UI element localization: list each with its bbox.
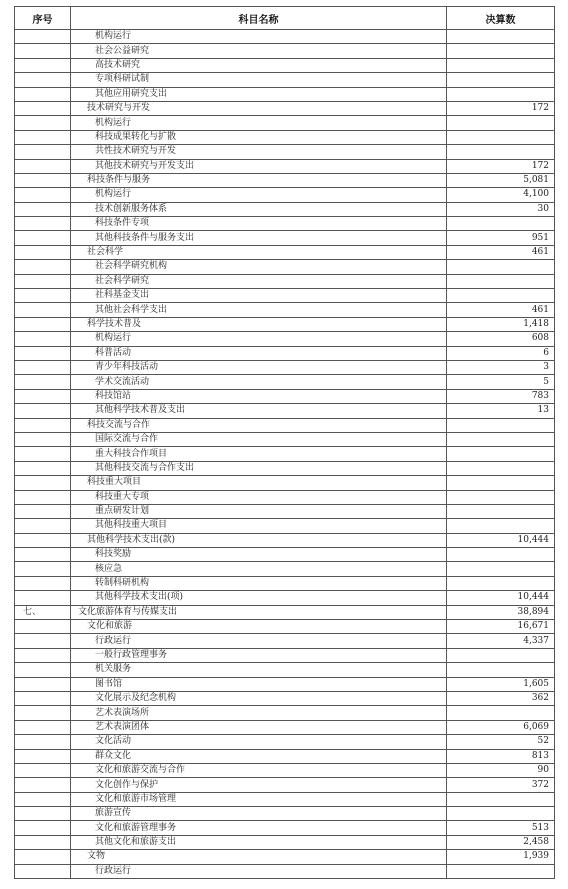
row-final-amount bbox=[447, 504, 555, 518]
row-sequence-number bbox=[15, 706, 71, 720]
table-row bbox=[15, 101, 555, 115]
row-sequence-number bbox=[15, 317, 71, 331]
row-final-amount: 372 bbox=[447, 778, 555, 792]
row-final-amount bbox=[447, 30, 555, 44]
row-final-amount: 30 bbox=[447, 202, 555, 216]
row-sequence-number bbox=[15, 389, 71, 403]
row-subject-name: 专项科研试制 bbox=[71, 73, 447, 87]
row-final-amount: 10,444 bbox=[447, 591, 555, 605]
row-subject-name: 图书馆 bbox=[71, 677, 447, 691]
row-sequence-number bbox=[15, 87, 71, 101]
row-sequence-number bbox=[15, 274, 71, 288]
table-row bbox=[15, 44, 555, 58]
table-row bbox=[15, 677, 555, 691]
row-final-amount bbox=[447, 418, 555, 432]
row-final-amount: 16,671 bbox=[447, 620, 555, 634]
row-sequence-number bbox=[15, 576, 71, 590]
row-sequence-number bbox=[15, 735, 71, 749]
row-subject-name: 机关服务 bbox=[71, 663, 447, 677]
row-sequence-number bbox=[15, 778, 71, 792]
table-row bbox=[15, 73, 555, 87]
row-subject-name: 机构运行 bbox=[71, 188, 447, 202]
row-final-amount: 38,894 bbox=[447, 605, 555, 619]
row-subject-name: 文化创作与保护 bbox=[71, 778, 447, 792]
row-sequence-number bbox=[15, 835, 71, 849]
row-sequence-number bbox=[15, 792, 71, 806]
table-row bbox=[15, 317, 555, 331]
table-row bbox=[15, 763, 555, 777]
row-final-amount: 513 bbox=[447, 821, 555, 835]
table-row bbox=[15, 504, 555, 518]
row-final-amount bbox=[447, 663, 555, 677]
row-subject-name: 科学技术普及 bbox=[71, 317, 447, 331]
row-sequence-number bbox=[15, 145, 71, 159]
table-header-row bbox=[15, 7, 555, 30]
row-sequence-number bbox=[15, 375, 71, 389]
row-sequence-number bbox=[15, 562, 71, 576]
row-final-amount: 4,100 bbox=[447, 188, 555, 202]
row-subject-name: 核应急 bbox=[71, 562, 447, 576]
row-sequence-number bbox=[15, 173, 71, 187]
table-row bbox=[15, 303, 555, 317]
row-subject-name: 科技条件专项 bbox=[71, 217, 447, 231]
row-final-amount: 461 bbox=[447, 303, 555, 317]
table-row bbox=[15, 850, 555, 864]
row-subject-name: 科技条件与服务 bbox=[71, 173, 447, 187]
row-subject-name: 文化旅游体育与传媒支出 bbox=[71, 605, 447, 619]
row-sequence-number bbox=[15, 677, 71, 691]
table-row bbox=[15, 634, 555, 648]
row-subject-name: 其他科技重大项目 bbox=[71, 519, 447, 533]
table-row bbox=[15, 432, 555, 446]
row-final-amount: 6,069 bbox=[447, 720, 555, 734]
row-final-amount bbox=[447, 864, 555, 878]
row-sequence-number bbox=[15, 217, 71, 231]
row-final-amount: 951 bbox=[447, 231, 555, 245]
row-sequence-number bbox=[15, 289, 71, 303]
table-row bbox=[15, 245, 555, 259]
table-row bbox=[15, 116, 555, 130]
row-final-amount: 608 bbox=[447, 332, 555, 346]
row-sequence-number bbox=[15, 116, 71, 130]
table-row bbox=[15, 648, 555, 662]
row-subject-name: 社会科学研究 bbox=[71, 274, 447, 288]
row-final-amount: 4,337 bbox=[447, 634, 555, 648]
row-final-amount bbox=[447, 648, 555, 662]
table-row bbox=[15, 188, 555, 202]
row-final-amount bbox=[447, 807, 555, 821]
row-final-amount: 52 bbox=[447, 735, 555, 749]
row-final-amount: 10,444 bbox=[447, 533, 555, 547]
row-final-amount bbox=[447, 145, 555, 159]
row-sequence-number bbox=[15, 763, 71, 777]
table-row bbox=[15, 274, 555, 288]
row-final-amount: 6 bbox=[447, 346, 555, 360]
table-row bbox=[15, 30, 555, 44]
row-sequence-number bbox=[15, 548, 71, 562]
row-final-amount bbox=[447, 432, 555, 446]
row-final-amount bbox=[447, 562, 555, 576]
row-final-amount: 461 bbox=[447, 245, 555, 259]
row-sequence-number bbox=[15, 720, 71, 734]
row-subject-name: 文化和旅游交流与合作 bbox=[71, 763, 447, 777]
table-row bbox=[15, 217, 555, 231]
row-subject-name: 科技重大专项 bbox=[71, 490, 447, 504]
row-subject-name: 机构运行 bbox=[71, 332, 447, 346]
table-row bbox=[15, 130, 555, 144]
table-row bbox=[15, 576, 555, 590]
row-sequence-number bbox=[15, 332, 71, 346]
row-subject-name: 共性技术研究与开发 bbox=[71, 145, 447, 159]
table-row bbox=[15, 821, 555, 835]
row-subject-name: 其他科技条件与服务支出 bbox=[71, 231, 447, 245]
row-subject-name: 其他科学技术普及支出 bbox=[71, 404, 447, 418]
row-subject-name: 国际交流与合作 bbox=[71, 432, 447, 446]
row-subject-name: 一般行政管理事务 bbox=[71, 648, 447, 662]
row-final-amount bbox=[447, 87, 555, 101]
row-subject-name: 其他科技交流与合作支出 bbox=[71, 461, 447, 475]
row-sequence-number bbox=[15, 73, 71, 87]
row-final-amount bbox=[447, 519, 555, 533]
row-final-amount: 2,458 bbox=[447, 835, 555, 849]
row-subject-name: 文化和旅游 bbox=[71, 620, 447, 634]
row-final-amount bbox=[447, 576, 555, 590]
row-subject-name: 文化和旅游管理事务 bbox=[71, 821, 447, 835]
row-final-amount: 362 bbox=[447, 691, 555, 705]
table-row bbox=[15, 58, 555, 72]
row-subject-name: 科技成果转化与扩散 bbox=[71, 130, 447, 144]
row-final-amount bbox=[447, 792, 555, 806]
table-row bbox=[15, 346, 555, 360]
row-sequence-number bbox=[15, 850, 71, 864]
table-row bbox=[15, 447, 555, 461]
row-sequence-number bbox=[15, 346, 71, 360]
table-row bbox=[15, 720, 555, 734]
row-sequence-number bbox=[15, 821, 71, 835]
table-row bbox=[15, 461, 555, 475]
row-final-amount: 13 bbox=[447, 404, 555, 418]
row-final-amount: 90 bbox=[447, 763, 555, 777]
row-final-amount bbox=[447, 289, 555, 303]
row-sequence-number bbox=[15, 360, 71, 374]
row-sequence-number bbox=[15, 44, 71, 58]
row-final-amount bbox=[447, 548, 555, 562]
row-subject-name: 旅游宣传 bbox=[71, 807, 447, 821]
row-subject-name: 青少年科技活动 bbox=[71, 360, 447, 374]
row-final-amount: 783 bbox=[447, 389, 555, 403]
row-sequence-number bbox=[15, 130, 71, 144]
row-sequence-number bbox=[15, 303, 71, 317]
row-final-amount bbox=[447, 274, 555, 288]
table-row bbox=[15, 691, 555, 705]
row-subject-name: 科技奖励 bbox=[71, 548, 447, 562]
row-sequence-number bbox=[15, 504, 71, 518]
row-sequence-number bbox=[15, 864, 71, 878]
budget-table-sheet bbox=[14, 6, 554, 879]
table-row bbox=[15, 87, 555, 101]
row-subject-name: 机构运行 bbox=[71, 30, 447, 44]
row-sequence-number bbox=[15, 231, 71, 245]
row-final-amount: 1,605 bbox=[447, 677, 555, 691]
row-sequence-number bbox=[15, 749, 71, 763]
row-subject-name: 行政运行 bbox=[71, 634, 447, 648]
row-final-amount bbox=[447, 130, 555, 144]
table-row bbox=[15, 418, 555, 432]
row-sequence-number: 七、 bbox=[15, 605, 71, 619]
table-row bbox=[15, 749, 555, 763]
budget-table bbox=[14, 6, 555, 879]
table-row bbox=[15, 706, 555, 720]
row-final-amount bbox=[447, 706, 555, 720]
row-sequence-number bbox=[15, 202, 71, 216]
table-body bbox=[15, 30, 555, 879]
header-final-amount: 决算数 bbox=[447, 7, 555, 30]
table-row bbox=[15, 173, 555, 187]
row-subject-name: 科技重大项目 bbox=[71, 476, 447, 490]
row-final-amount: 1,939 bbox=[447, 850, 555, 864]
table-row bbox=[15, 375, 555, 389]
row-subject-name: 文化活动 bbox=[71, 735, 447, 749]
row-sequence-number bbox=[15, 807, 71, 821]
row-subject-name: 其他社会科学支出 bbox=[71, 303, 447, 317]
row-final-amount: 5,081 bbox=[447, 173, 555, 187]
row-sequence-number bbox=[15, 432, 71, 446]
row-final-amount bbox=[447, 217, 555, 231]
row-subject-name: 文化和旅游市场管理 bbox=[71, 792, 447, 806]
table-row bbox=[15, 404, 555, 418]
row-subject-name: 其他文化和旅游支出 bbox=[71, 835, 447, 849]
row-subject-name: 技术研究与开发 bbox=[71, 101, 447, 115]
row-sequence-number bbox=[15, 663, 71, 677]
table-row bbox=[15, 159, 555, 173]
table-row bbox=[15, 807, 555, 821]
row-sequence-number bbox=[15, 591, 71, 605]
row-sequence-number bbox=[15, 490, 71, 504]
row-subject-name: 重点研发计划 bbox=[71, 504, 447, 518]
table-row bbox=[15, 260, 555, 274]
row-sequence-number bbox=[15, 159, 71, 173]
row-subject-name: 行政运行 bbox=[71, 864, 447, 878]
row-sequence-number bbox=[15, 461, 71, 475]
table-row bbox=[15, 605, 555, 619]
row-sequence-number bbox=[15, 101, 71, 115]
header-subject-name: 科目名称 bbox=[71, 7, 447, 30]
row-final-amount bbox=[447, 58, 555, 72]
row-final-amount bbox=[447, 490, 555, 504]
row-subject-name: 其他应用研究支出 bbox=[71, 87, 447, 101]
row-final-amount bbox=[447, 476, 555, 490]
row-subject-name: 技术创新服务体系 bbox=[71, 202, 447, 216]
row-subject-name: 文化展示及纪念机构 bbox=[71, 691, 447, 705]
row-final-amount: 1,418 bbox=[447, 317, 555, 331]
table-row bbox=[15, 548, 555, 562]
row-subject-name: 群众文化 bbox=[71, 749, 447, 763]
row-subject-name: 机构运行 bbox=[71, 116, 447, 130]
row-final-amount: 172 bbox=[447, 159, 555, 173]
row-subject-name: 社会公益研究 bbox=[71, 44, 447, 58]
table-row bbox=[15, 835, 555, 849]
row-final-amount bbox=[447, 260, 555, 274]
row-sequence-number bbox=[15, 533, 71, 547]
row-subject-name: 社会科学研究机构 bbox=[71, 260, 447, 274]
row-final-amount bbox=[447, 44, 555, 58]
row-subject-name: 重大科技合作项目 bbox=[71, 447, 447, 461]
row-subject-name: 艺术表演场所 bbox=[71, 706, 447, 720]
row-sequence-number bbox=[15, 620, 71, 634]
table-row bbox=[15, 231, 555, 245]
table-row bbox=[15, 360, 555, 374]
table-row bbox=[15, 778, 555, 792]
table-row bbox=[15, 389, 555, 403]
row-sequence-number bbox=[15, 404, 71, 418]
row-final-amount: 172 bbox=[447, 101, 555, 115]
row-subject-name: 社科基金支出 bbox=[71, 289, 447, 303]
table-row bbox=[15, 289, 555, 303]
row-sequence-number bbox=[15, 30, 71, 44]
row-sequence-number bbox=[15, 260, 71, 274]
row-subject-name: 社会科学 bbox=[71, 245, 447, 259]
row-final-amount: 3 bbox=[447, 360, 555, 374]
row-sequence-number bbox=[15, 245, 71, 259]
row-sequence-number bbox=[15, 476, 71, 490]
row-subject-name: 科普活动 bbox=[71, 346, 447, 360]
row-sequence-number bbox=[15, 691, 71, 705]
row-subject-name: 转制科研机构 bbox=[71, 576, 447, 590]
row-sequence-number bbox=[15, 58, 71, 72]
table-row bbox=[15, 145, 555, 159]
row-final-amount: 5 bbox=[447, 375, 555, 389]
row-final-amount bbox=[447, 116, 555, 130]
row-sequence-number bbox=[15, 447, 71, 461]
row-final-amount bbox=[447, 461, 555, 475]
table-row bbox=[15, 202, 555, 216]
row-subject-name: 科技交流与合作 bbox=[71, 418, 447, 432]
row-final-amount bbox=[447, 447, 555, 461]
row-final-amount bbox=[447, 73, 555, 87]
table-row bbox=[15, 332, 555, 346]
row-subject-name: 学术交流活动 bbox=[71, 375, 447, 389]
table-row bbox=[15, 792, 555, 806]
row-sequence-number bbox=[15, 519, 71, 533]
row-subject-name: 其他科学技术支出(项) bbox=[71, 591, 447, 605]
row-subject-name: 文物 bbox=[71, 850, 447, 864]
row-subject-name: 其他科学技术支出(款) bbox=[71, 533, 447, 547]
table-row bbox=[15, 519, 555, 533]
table-row bbox=[15, 591, 555, 605]
table-row bbox=[15, 620, 555, 634]
table-row bbox=[15, 663, 555, 677]
table-row bbox=[15, 735, 555, 749]
row-subject-name: 艺术表演团体 bbox=[71, 720, 447, 734]
row-subject-name: 科技馆站 bbox=[71, 389, 447, 403]
table-row bbox=[15, 476, 555, 490]
header-sequence-number: 序号 bbox=[15, 7, 71, 30]
row-sequence-number bbox=[15, 418, 71, 432]
row-sequence-number bbox=[15, 648, 71, 662]
row-sequence-number bbox=[15, 188, 71, 202]
row-final-amount: 813 bbox=[447, 749, 555, 763]
row-subject-name: 其他技术研究与开发支出 bbox=[71, 159, 447, 173]
table-row bbox=[15, 864, 555, 878]
table-row bbox=[15, 490, 555, 504]
table-row bbox=[15, 562, 555, 576]
row-subject-name: 高技术研究 bbox=[71, 58, 447, 72]
table-row bbox=[15, 533, 555, 547]
row-sequence-number bbox=[15, 634, 71, 648]
